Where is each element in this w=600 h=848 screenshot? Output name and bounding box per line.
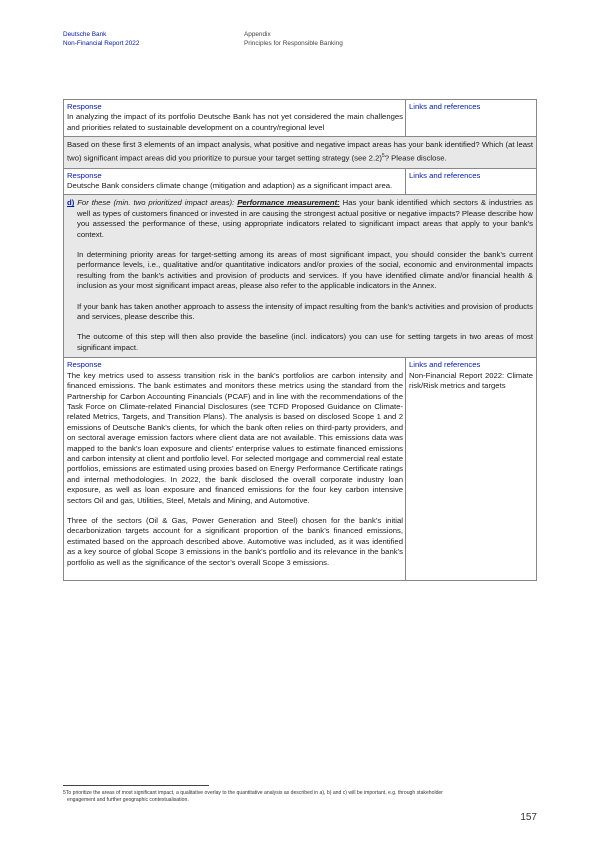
- footnote-line-1: 5To prioritize the areas of most significant impact, a qualitative overlay to the quantitative analysis as described in a), b) and c) will be important, e.g. through stakeholder: [63, 790, 443, 796]
- response-text: Deutsche Bank considers climate change (mitigation and adaption) as a significant impact area.: [67, 181, 393, 190]
- header-right: [244, 31, 343, 48]
- links-text: Non-Financial Report 2022: Climate risk/Risk metrics and targets: [409, 370, 533, 391]
- page-number: 157: [520, 812, 537, 823]
- subsection-name: Principles for Responsible Banking: [244, 39, 343, 47]
- question-row-impact-areas: [63, 137, 537, 168]
- report-name: Non-Financial Report 2022: [63, 39, 140, 47]
- response-label: Response: [67, 360, 102, 370]
- company-name: Deutsche Bank: [63, 31, 107, 38]
- question-d-paragraph-3: If your bank has taken another approach to assess the intensity of impact resulting from the bank’s activities and provision of products and services, please describe this.: [77, 301, 533, 322]
- footnote-divider: [63, 785, 209, 786]
- header-left: [63, 31, 139, 48]
- links-label: Links and references: [409, 360, 481, 370]
- links-cell: [406, 169, 536, 195]
- links-cell: [406, 100, 536, 136]
- response-row-3: [63, 358, 537, 581]
- question-text: Based on these first 3 elements of an impact analysis, what positive and negative impact areas has your bank identified? Which (at least two) significant impact areas did you prioritize to pursue your target setting strategy (see 2.2)$^5$? Please disclose.: [67, 140, 533, 163]
- response-row-1: [63, 99, 537, 137]
- question-d-paragraph-4: The outcome of this step will then also provide the baseline (incl. indicators) you can use for setting targets in two areas of most significant impact.: [77, 332, 533, 352]
- footnote-ref: 5: [381, 152, 385, 159]
- response-text: In analyzing the impact of its portfolio Deutsche Bank has not yet considered the main challenges and priorities related to sustainable development on a country/regional level: [67, 112, 403, 132]
- links-cell: [406, 358, 536, 580]
- question-d-paragraph-2: In determining priority areas for target-setting among its areas of most significant impact, you should consider the bank’s current performance levels, i.e., qualitative and/or quantitative indicators and/or proxies of the social, economic and environmental impacts resulting from the bank’s activities and provision of products and services. If you have identified climate and/or financial health & inclusion as your most significant impact areas, please also refer to the applicable indicators in the Annex.: [77, 250, 533, 291]
- response-paragraph-1: The key metrics used to assess transition risk in the bank’s portfolios are carbon intensity and financed emissions. The bank estimates and monitors these metrics using the standard from the Partnership for Carbon Accounting Financials (PCAF) and in line with the recommendations of the Task Force on Climate-related Financial Disclosures (see TCFD Proposed Guidance on Climate-related Metrics, Targets, and Transition Plans). The analysis is based on disclosed Scope 1 and 2 emissions of Deutsche Bank’s clients, for which the bank often relies on third-party providers, and on sectoral average emission factors where client data are not available. This emissions data was mapped to the bank’s loan exposure and clients’ enterprise values to estimate financed emissions and carbon intensity at client and portfolio level. For selected mortgage and commercial real estate portfolios, emissions are estimated using proxies based on Energy Performance Certificate ratings and internal methodologies. In 2022, the bank disclosed the overall corporate industry loan exposure, as well as loan exposure and financed emissions for the four key carbon intensive sectors Oil and gas, Utilities, Steel, Metals and Mining, and Automotive.: [67, 370, 403, 505]
- footnote-line-2: engagement and further geographic contextualisation.: [67, 797, 189, 803]
- links-label: Links and references: [409, 102, 481, 111]
- response-cell: [64, 100, 406, 136]
- response-paragraph-2: Three of the sectors (Oil & Gas, Power Generation and Steel) chosen for the bank’s initial decarbonization targets account for a significant proportion of the bank’s financed emissions, estimated based on the approach described above. Automotive was included, as it was identified as a key source of global Scope 3 emissions in the bank’s portfolio and its relevance in the bank’s portfolio as well as the significance of the sector’s overall Scope 3 emissions.: [67, 515, 403, 567]
- response-row-2: [63, 169, 537, 196]
- question-row-performance: [63, 195, 537, 358]
- question-d-text: d) For these (min. two prioritized impact areas): Performance measurement: Has your bank identified which sectors & industries as well as types of customers financed or invested in are causing the strongest actual positive or negative impacts? Please describe how you assessed the performance of these, using appropriate indicators related to significant impact areas that apply to your bank’s context.: [67, 198, 533, 239]
- response-label: Response: [67, 170, 102, 180]
- section-name: Appendix: [244, 31, 271, 38]
- footnote: [63, 790, 537, 804]
- links-label: Links and references: [409, 170, 481, 180]
- response-label: Response: [67, 102, 102, 111]
- response-cell: [64, 358, 406, 580]
- disclosure-table: [63, 99, 537, 581]
- response-cell: [64, 169, 406, 195]
